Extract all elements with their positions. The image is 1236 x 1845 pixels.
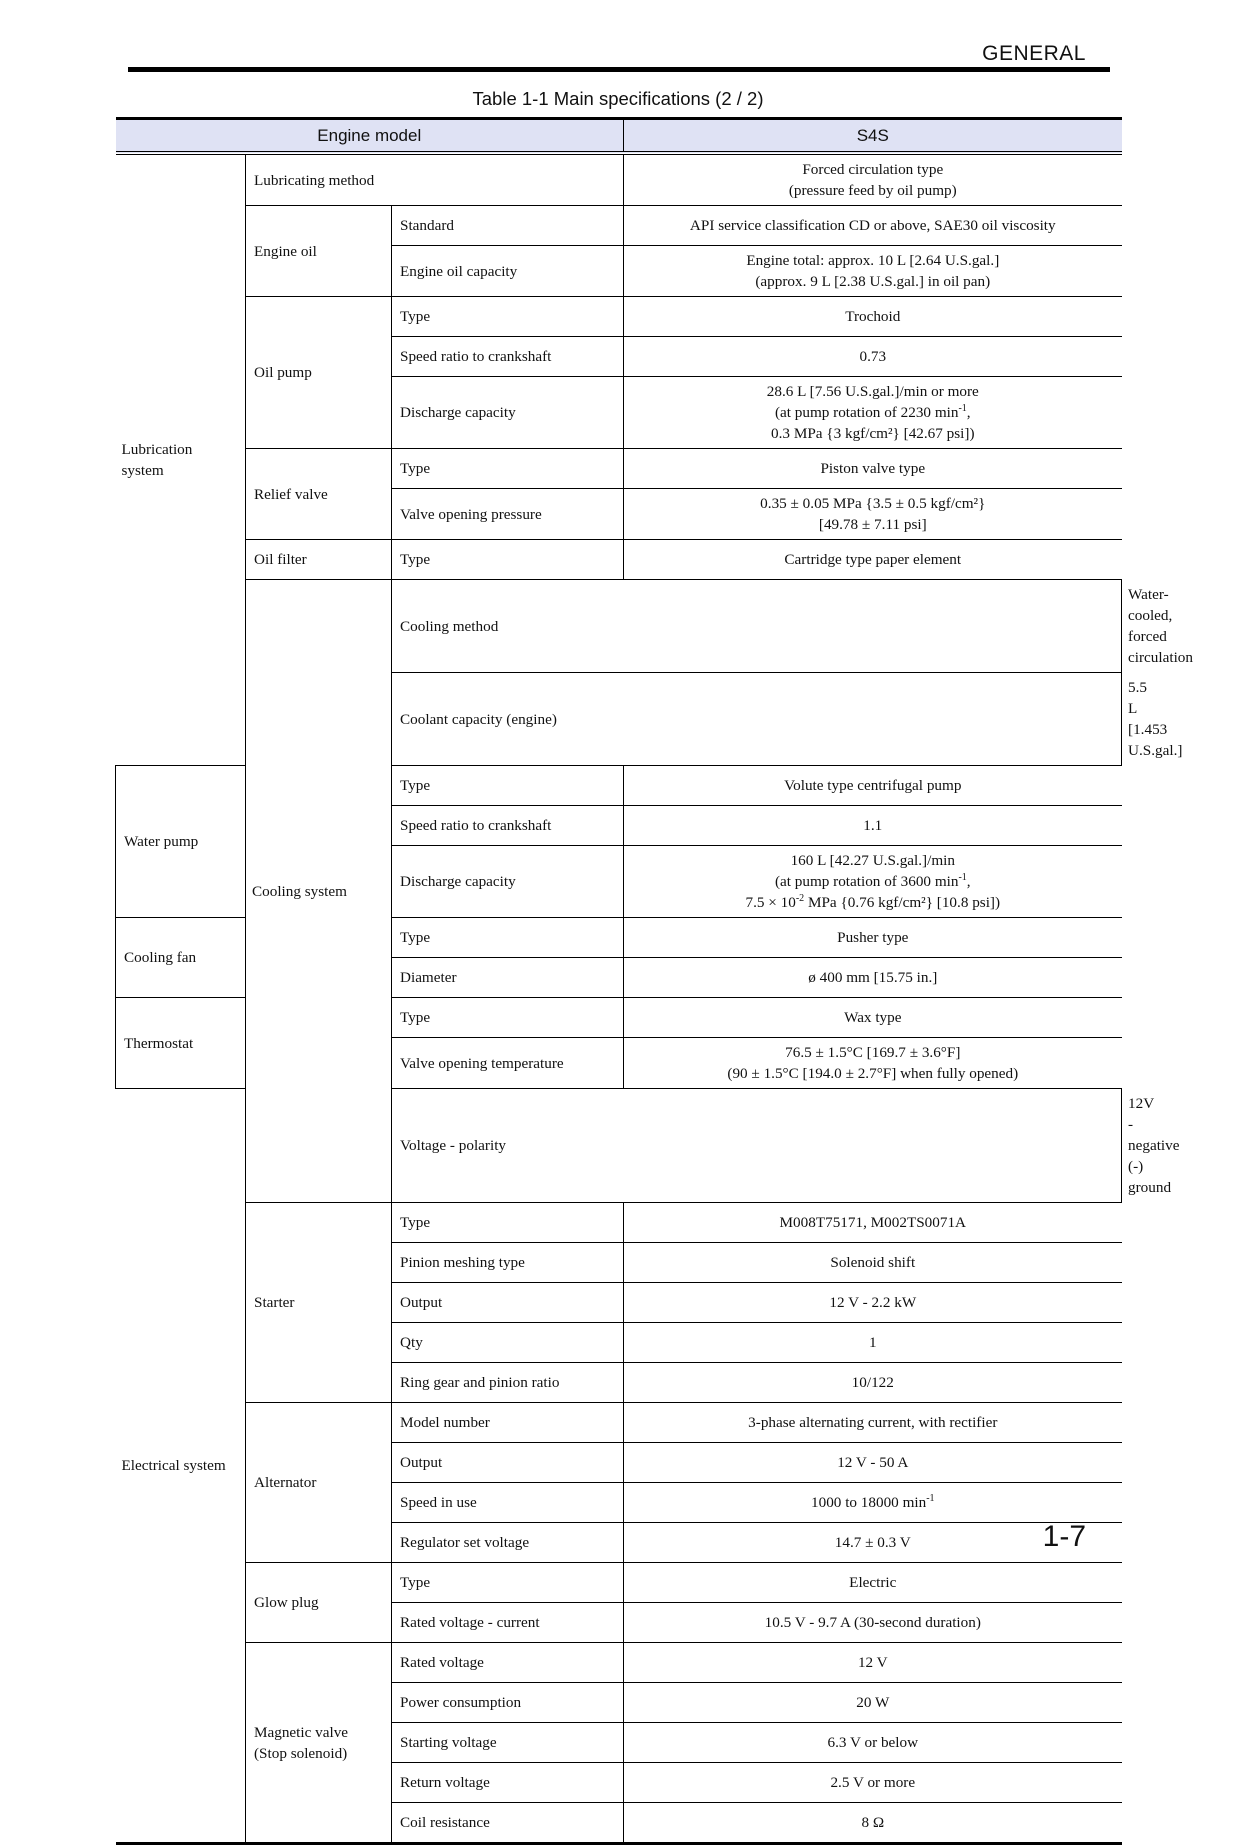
value-line: Forced circulation type	[802, 161, 944, 178]
row-value: 20 W	[624, 1683, 1122, 1723]
value-text: MPa {0.76 kgf/cm²} [10.8 psi])	[804, 894, 1001, 911]
row-value: 12 V - 2.2 kW	[624, 1283, 1122, 1323]
row-label: Rated voltage - current	[392, 1603, 624, 1643]
value-line: 0.3 MPa {3 kgf/cm²} [42.67 psi])	[771, 425, 975, 442]
row-value	[624, 246, 1122, 297]
table-row	[116, 297, 1122, 337]
table-row	[116, 1643, 1122, 1683]
row-value: 12 V - 50 A	[624, 1443, 1122, 1483]
row-label: Return voltage	[392, 1763, 624, 1803]
row-label: Type	[392, 449, 624, 489]
page-number: 1-7	[1042, 1520, 1086, 1553]
row-label: Speed in use	[392, 1483, 624, 1523]
row-value: Piston valve type	[624, 449, 1122, 489]
group-label: Oil pump	[246, 297, 392, 449]
value-line: 0.35 ± 0.05 MPa {3.5 ± 0.5 kgf/cm²}	[760, 495, 986, 512]
row-label: Type	[392, 297, 624, 337]
row-label: Output	[392, 1283, 624, 1323]
table-caption: Table 1-1 Main specifications (2 / 2)	[472, 88, 764, 109]
row-label: Type	[392, 1563, 624, 1603]
row-label: Output	[392, 1443, 624, 1483]
row-label: Rated voltage	[392, 1643, 624, 1683]
row-value	[624, 489, 1122, 540]
group-label: Cooling fan	[116, 918, 246, 998]
row-value: 10.5 V - 9.7 A (30-second duration)	[624, 1603, 1122, 1643]
row-label: Cooling method	[392, 580, 1122, 673]
value-superscript: -1	[958, 871, 967, 883]
row-label: Starting voltage	[392, 1723, 624, 1763]
table-row	[116, 206, 1122, 246]
value-line: (approx. 9 L [2.38 U.S.gal.] in oil pan)	[755, 273, 991, 290]
row-label: Model number	[392, 1403, 624, 1443]
row-value: ø 400 mm [15.75 in.]	[624, 958, 1122, 998]
row-value: 8 Ω	[624, 1803, 1122, 1844]
row-label: Diameter	[392, 958, 624, 998]
value-text: (at pump rotation of 2230 min	[774, 404, 959, 421]
specifications-table	[115, 117, 1193, 1845]
row-label: Discharge capacity	[392, 846, 624, 918]
row-value	[624, 153, 1122, 206]
table-row: Coolant capacity (engine) 5.5 L [1.453 U.S.gal.]	[116, 673, 1122, 766]
table-row	[116, 540, 1122, 580]
value-line: (90 ± 1.5°C [194.0 ± 2.7°F] when fully opened)	[727, 1065, 1019, 1082]
value-text: (at pump rotation of 3600 min	[774, 873, 959, 890]
value-line: [49.78 ± 7.11 psi]	[818, 516, 927, 533]
header-engine-model: Engine model	[116, 119, 624, 154]
row-value	[624, 1038, 1122, 1089]
table-row	[116, 153, 1122, 206]
table-header-row	[116, 119, 1122, 154]
row-value: Volute type centrifugal pump	[624, 766, 1122, 806]
row-label: Pinion meshing type	[392, 1243, 624, 1283]
group-label: Water pump	[116, 766, 246, 918]
value-line: 76.5 ± 1.5°C [169.7 ± 3.6°F]	[785, 1044, 961, 1061]
row-label: Power consumption	[392, 1683, 624, 1723]
row-value	[624, 1483, 1122, 1523]
row-value: Cartridge type paper element	[624, 540, 1122, 580]
row-label: Valve opening temperature	[392, 1038, 624, 1089]
group-label: Engine oil	[246, 206, 392, 297]
group-label: Thermostat	[116, 998, 246, 1089]
row-label: Regulator set voltage	[392, 1523, 624, 1563]
group-label: Glow plug	[246, 1563, 392, 1643]
value-line	[630, 402, 1116, 423]
table-row	[116, 1563, 1122, 1603]
row-value: API service classification CD or above, SAE30 oil viscosity	[624, 206, 1122, 246]
value-line: (pressure feed by oil pump)	[788, 182, 957, 199]
value-text: 7.5 × 10	[745, 894, 796, 911]
value-superscript: -2	[795, 892, 805, 904]
group-label: Relief valve	[246, 449, 392, 540]
system-electrical	[116, 1089, 246, 1844]
row-value: M008T75171, M002TS0071A	[624, 1203, 1122, 1243]
value-superscript: -1	[926, 1492, 935, 1504]
value-line: 160 L [42.27 U.S.gal.]/min	[790, 852, 955, 869]
row-label: Type	[392, 998, 624, 1038]
row-label: Discharge capacity	[392, 377, 624, 449]
value-line: 28.6 L [7.56 U.S.gal.]/min or more	[766, 383, 979, 400]
row-value: 0.73	[624, 337, 1122, 377]
group-label	[246, 1643, 392, 1844]
row-label: Qty	[392, 1323, 624, 1363]
header-model-value: S4S	[624, 119, 1122, 154]
row-value: 3-phase alternating current, with rectifier	[624, 1403, 1122, 1443]
row-label: Voltage - polarity	[392, 1089, 1122, 1203]
row-label: Speed ratio to crankshaft	[392, 337, 624, 377]
value-line	[630, 871, 1116, 892]
row-value	[624, 846, 1122, 918]
row-value: Electric	[624, 1563, 1122, 1603]
table-row: Cooling system Cooling method Water-cooled, forced circulation	[116, 580, 1122, 673]
section-title: GENERAL	[982, 42, 1086, 65]
row-label: Engine oil capacity	[392, 246, 624, 297]
group-label-line: (Stop solenoid)	[254, 1744, 348, 1762]
row-label: Standard	[392, 206, 624, 246]
row-value: 12 V	[624, 1643, 1122, 1683]
row-label: Valve opening pressure	[392, 489, 624, 540]
row-label: Coil resistance	[392, 1803, 624, 1844]
table-row	[116, 1203, 1122, 1243]
row-label: Type	[392, 540, 624, 580]
row-value: 10/122	[624, 1363, 1122, 1403]
value-text: ,	[966, 873, 971, 890]
group-label: Starter	[246, 1203, 392, 1403]
system-cooling: Cooling system	[246, 580, 392, 1203]
row-value: Trochoid	[624, 297, 1122, 337]
value-line: Engine total: approx. 10 L [2.64 U.S.gal.]	[746, 252, 1000, 269]
row-label: Lubricating method	[246, 153, 624, 206]
row-value: 6.3 V or below	[624, 1723, 1122, 1763]
row-label: Ring gear and pinion ratio	[392, 1363, 624, 1403]
row-label: Speed ratio to crankshaft	[392, 806, 624, 846]
row-value	[624, 377, 1122, 449]
row-label: Type	[392, 918, 624, 958]
row-value: 14.7 ± 0.3 V	[624, 1523, 1122, 1563]
table-row	[116, 1403, 1122, 1443]
row-value: Wax type	[624, 998, 1122, 1038]
value-line	[630, 892, 1116, 913]
value-text: 1000 to 18000 min	[811, 1494, 927, 1511]
system-lubrication	[116, 153, 246, 766]
system-label: Lubrication system	[121, 441, 193, 479]
row-value: 2.5 V or more	[624, 1763, 1122, 1803]
value-text: ,	[966, 404, 971, 421]
system-label: Electrical system	[121, 1457, 226, 1474]
table-row: Electrical system Voltage - polarity 12V - negative (-) ground	[116, 1089, 1122, 1203]
group-label: Alternator	[246, 1403, 392, 1563]
row-value: 1.1	[624, 806, 1122, 846]
row-label: Coolant capacity (engine)	[392, 673, 1122, 766]
row-value: 1	[624, 1323, 1122, 1363]
row-value: Solenoid shift	[624, 1243, 1122, 1283]
group-label: Oil filter	[246, 540, 392, 580]
row-value: Pusher type	[624, 918, 1122, 958]
row-label: Type	[392, 1203, 624, 1243]
value-superscript: -1	[958, 402, 967, 414]
group-label-line: Magnetic valve	[254, 1723, 349, 1741]
row-label: Type	[392, 766, 624, 806]
header-rule	[128, 67, 1110, 72]
table-row	[116, 449, 1122, 489]
